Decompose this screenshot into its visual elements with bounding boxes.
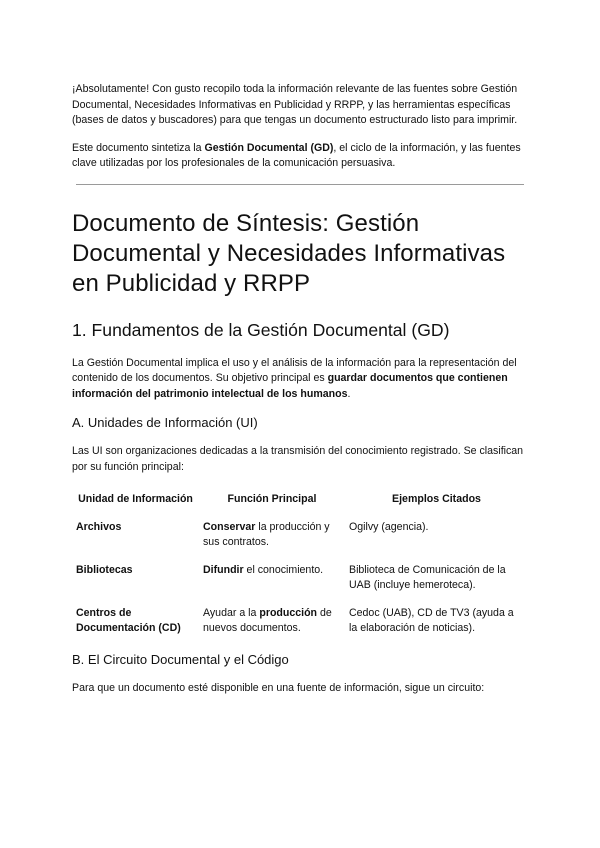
summary-text-start: Este documento sintetiza la xyxy=(72,141,205,154)
table-cell-unit: Bibliotecas xyxy=(76,563,133,576)
table-header-unit: Unidad de Información xyxy=(78,493,193,505)
function-rest: la producción y sus contratos. xyxy=(203,520,330,548)
subsection-b-heading: B. El Circuito Documental y el Código xyxy=(72,651,289,667)
section-1-paragraph xyxy=(72,356,528,403)
table-header-examples: Ejemplos Citados xyxy=(392,493,481,505)
function-rest: de nuevos documentos. xyxy=(203,606,332,634)
document-title: Documento de Síntesis: Gestión Documental y Necesidades Informativas en Publicidad y RRPP xyxy=(72,209,506,297)
subsection-a-paragraph: Las UI son organizaciones dedicadas a la transmisión del conocimiento registrado. Se clasifican por su función principal: xyxy=(72,445,524,473)
table-cell-examples: Cedoc (UAB), CD de TV3 (ayuda a la elaboración de noticias). xyxy=(349,606,514,634)
summary-text-end: , el ciclo de la información, y las fuentes clave utilizadas por los profesionales de la comunicación persuasiva. xyxy=(72,141,521,169)
intro-paragraph: ¡Absolutamente! Con gusto recopilo toda la información relevante de las fuentes sobre Gestión Documental, Necesidades Informativas en Publicidad y RRPP, y las herramientas específicas (bases de datos y buscadores) para que tengas un documento estructurado listo para imprimir. xyxy=(72,83,518,126)
table-cell-function xyxy=(199,563,345,606)
table-row xyxy=(72,563,528,606)
function-prefix: Ayudar a la xyxy=(203,606,260,619)
table-row xyxy=(72,606,528,649)
summary-paragraph xyxy=(72,141,528,172)
table-header-row xyxy=(72,492,528,520)
function-bold: producción xyxy=(259,606,318,619)
table-cell-examples: Biblioteca de Comunicación de la UAB (incluye hemeroteca). xyxy=(349,563,506,591)
horizontal-divider xyxy=(76,184,524,185)
document-page xyxy=(72,82,528,696)
function-bold: Conservar xyxy=(203,520,256,533)
section-1-bold-text: guardar documentos que contienen información del patrimonio intelectual de los humanos xyxy=(72,372,508,400)
function-rest: el conocimiento. xyxy=(243,563,324,576)
table-cell-function xyxy=(199,606,345,649)
information-units-table xyxy=(72,492,528,649)
table-row xyxy=(72,520,528,563)
table-cell-unit: Centros de Documentación (CD) xyxy=(76,606,181,634)
subsection-a-heading: A. Unidades de Información (UI) xyxy=(72,415,258,430)
section-1-text-start: La Gestión Documental implica el uso y el análisis de la información para la representación del contenido de los documentos. Su objetivo principal es xyxy=(72,356,517,384)
table-header-function: Función Principal xyxy=(227,493,317,505)
function-bold: Difundir xyxy=(203,563,244,576)
table-cell-function xyxy=(199,520,345,563)
subsection-b-paragraph: Para que un documento esté disponible en una fuente de información, sigue un circuito: xyxy=(72,681,485,694)
table-cell-examples: Ogilvy (agencia). xyxy=(349,520,429,533)
summary-bold-term: Gestión Documental (GD) xyxy=(204,141,334,154)
section-1-text-end: . xyxy=(347,387,351,400)
table-cell-unit: Archivos xyxy=(76,520,122,533)
section-1-heading: 1. Fundamentos de la Gestión Documental (GD) xyxy=(72,319,450,340)
